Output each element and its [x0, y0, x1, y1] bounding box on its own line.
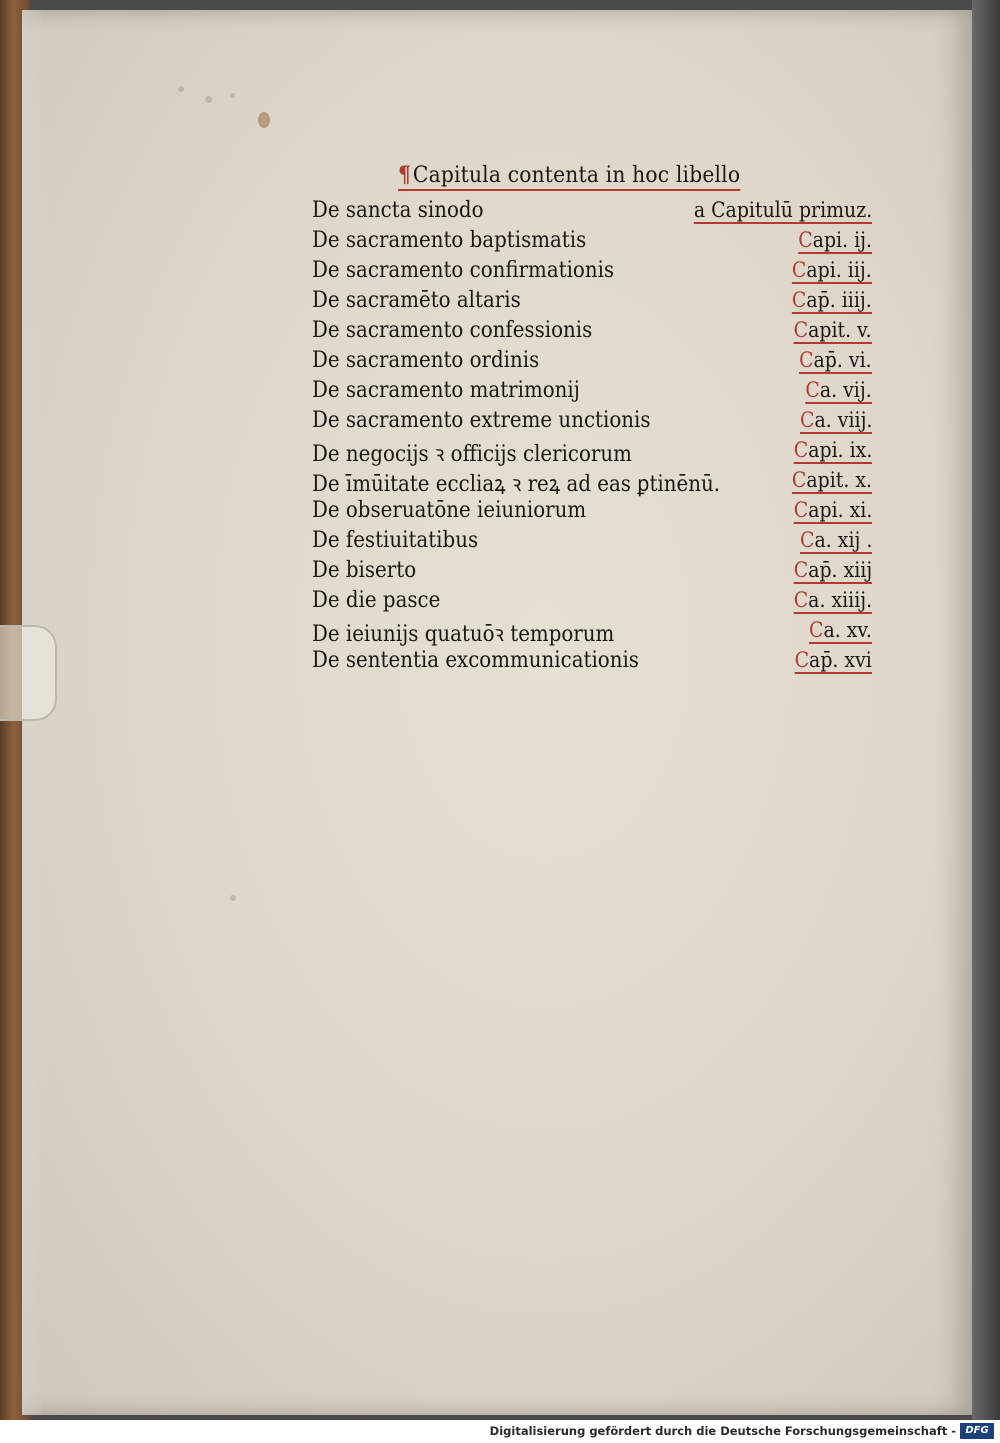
- toc-entry-chapter: Ca. xij .: [799, 528, 872, 552]
- toc-entry-title: De sacramento confessionis: [312, 318, 593, 343]
- toc-entry-chapter: Ca. xiiij.: [793, 588, 872, 612]
- toc-entry-chapter: Cap̄. xvi: [794, 648, 872, 672]
- pilcrow-icon: ¶: [398, 162, 412, 188]
- toc-row: [312, 468, 872, 498]
- toc-entry-chapter: Cap̄. xiij: [793, 558, 872, 582]
- toc-entry-chapter: Capit. x.: [791, 468, 872, 492]
- toc-entry-title: De sententia excommunicationis: [312, 648, 639, 673]
- toc-entry-chapter: a Capitulū primuz.: [693, 198, 872, 222]
- toc-row: [312, 558, 872, 588]
- toc-entry-title: De sancta sinodo: [312, 198, 484, 223]
- toc-entry-title: De die pasce: [312, 588, 441, 613]
- toc-row: [312, 318, 872, 348]
- toc-row: [312, 438, 872, 468]
- toc-entry-title: De sacramēto altaris: [312, 288, 521, 313]
- toc-entry-chapter: Cap̄. iiij.: [792, 288, 872, 312]
- toc-row: [312, 348, 872, 378]
- footer-credit: Digitalisierung gefördert durch die Deutsche Forschungsgemeinschaft -: [489, 1424, 956, 1438]
- toc-entry-chapter: Ca. viij.: [799, 408, 872, 432]
- toc-entry-title: De biserto: [312, 558, 417, 583]
- dfg-logo: DFG: [960, 1423, 994, 1439]
- toc-entry-chapter: Capi. xi.: [793, 498, 872, 522]
- toc-heading: ¶Capitula contenta in hoc libello: [398, 162, 740, 191]
- toc-entry-title: De negocijs ꝛ officijs clericorum: [312, 442, 632, 467]
- toc-entry-chapter: Capi. ix.: [793, 438, 872, 462]
- toc-entry-chapter: Cap̄. vi.: [799, 348, 872, 372]
- toc-entry-title: De sacramento matrimonij: [312, 378, 580, 403]
- toc-entry-title: De sacramento extreme unctionis: [312, 408, 651, 433]
- toc-row: [312, 648, 872, 678]
- toc-entry-title: De īmūitate eccliaꝝ ꝛ reꝝ ad eas ꝑtinēnū.: [312, 472, 721, 497]
- toc-row: [312, 198, 872, 228]
- toc-entry-title: De obseruatōne ieiuniorum: [312, 498, 587, 523]
- toc-row: [312, 258, 872, 288]
- toc-entry-chapter: Capi. ij.: [798, 228, 872, 252]
- toc-row: [312, 528, 872, 558]
- toc-row: [312, 288, 872, 318]
- toc-entry-title: De sacramento ordinis: [312, 348, 540, 373]
- toc-row: [312, 378, 872, 408]
- toc-row: [312, 618, 872, 648]
- toc-entry-chapter: Capi. iij.: [792, 258, 872, 282]
- toc-entry-chapter: Ca. vij.: [805, 378, 872, 402]
- toc-row: [312, 408, 872, 438]
- toc-entry-chapter: Capit. v.: [794, 318, 872, 342]
- toc-row: [312, 228, 872, 258]
- digitization-footer: [0, 1420, 1000, 1443]
- toc-entry-title: De ieiunijs quatuōꝛ temporum: [312, 622, 615, 647]
- toc-entry-title: De sacramento baptismatis: [312, 228, 587, 253]
- toc-entry-title: De sacramento confirmationis: [312, 258, 615, 283]
- toc-row: [312, 498, 872, 528]
- toc-entry-chapter: Ca. xv.: [809, 618, 872, 642]
- toc-row: [312, 588, 872, 618]
- toc-entry-title: De festiuitatibus: [312, 528, 479, 553]
